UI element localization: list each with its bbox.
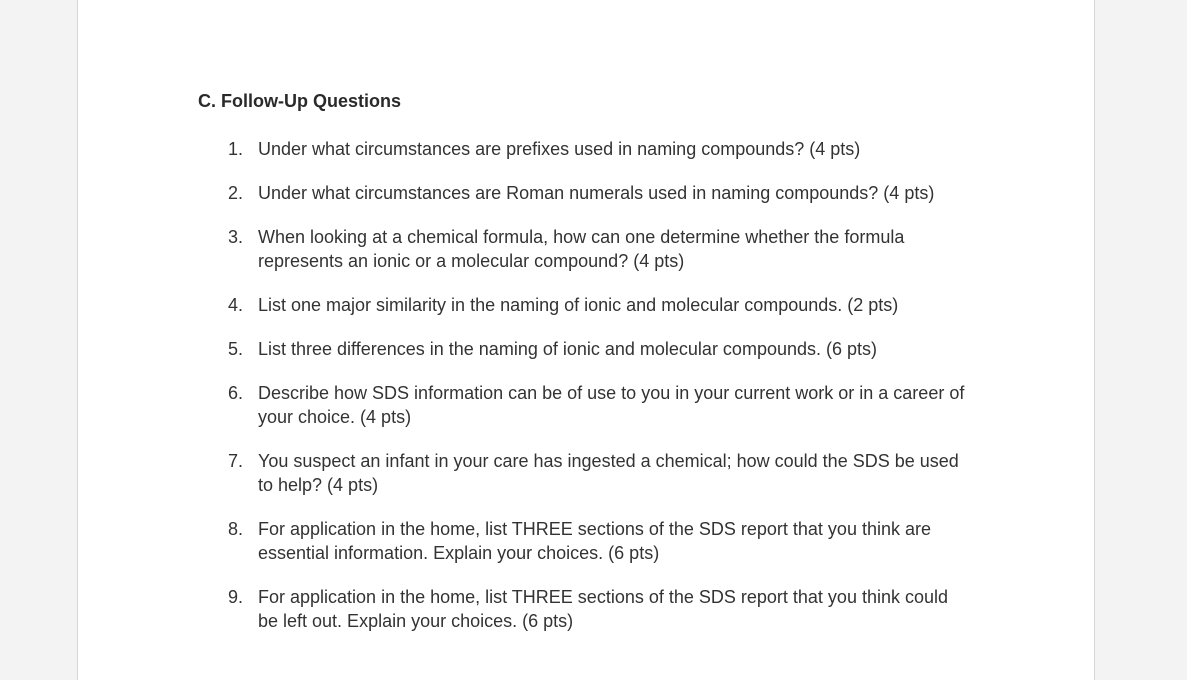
- question-number: 7.: [228, 451, 244, 471]
- question-item-5: [228, 337, 968, 361]
- question-item-1: [228, 137, 968, 161]
- question-number: 6.: [228, 383, 244, 403]
- question-number: 3.: [228, 227, 244, 247]
- question-number: 2.: [228, 183, 244, 203]
- question-number: 9.: [228, 587, 244, 607]
- document-page: [77, 0, 1095, 680]
- question-text: Under what circumstances are prefixes used in naming compounds? (4 pts): [258, 139, 861, 159]
- question-item-8: [228, 517, 968, 565]
- question-text: List one major similarity in the naming of ionic and molecular compounds. (2 pts): [258, 295, 899, 315]
- question-text: When looking at a chemical formula, how can one determine whether the formula represents an ionic or a molecular compound? (4 pts): [258, 227, 905, 271]
- question-item-9: [228, 585, 968, 633]
- follow-up-question-list: [228, 137, 968, 653]
- question-item-3: [228, 225, 968, 273]
- question-item-7: [228, 449, 968, 497]
- question-item-2: [228, 181, 968, 205]
- question-item-4: [228, 293, 968, 317]
- question-number: 4.: [228, 295, 244, 315]
- question-number: 5.: [228, 339, 244, 359]
- question-text: Under what circumstances are Roman numerals used in naming compounds? (4 pts): [258, 183, 935, 203]
- question-item-6: [228, 381, 968, 429]
- question-number: 1.: [228, 139, 244, 159]
- question-number: 8.: [228, 519, 244, 539]
- question-text: You suspect an infant in your care has ingested a chemical; how could the SDS be used to help? (4 pts): [258, 451, 959, 495]
- question-text: For application in the home, list THREE sections of the SDS report that you think could be left out. Explain your choices. (6 pts): [258, 587, 949, 631]
- question-text: For application in the home, list THREE sections of the SDS report that you think are essential information. Explain your choices. (6 pts): [258, 519, 931, 563]
- question-text: Describe how SDS information can be of use to you in your current work or in a career of your choice. (4 pts): [258, 383, 965, 427]
- section-heading: C. Follow-Up Questions: [198, 91, 401, 111]
- question-text: List three differences in the naming of ionic and molecular compounds. (6 pts): [258, 339, 878, 359]
